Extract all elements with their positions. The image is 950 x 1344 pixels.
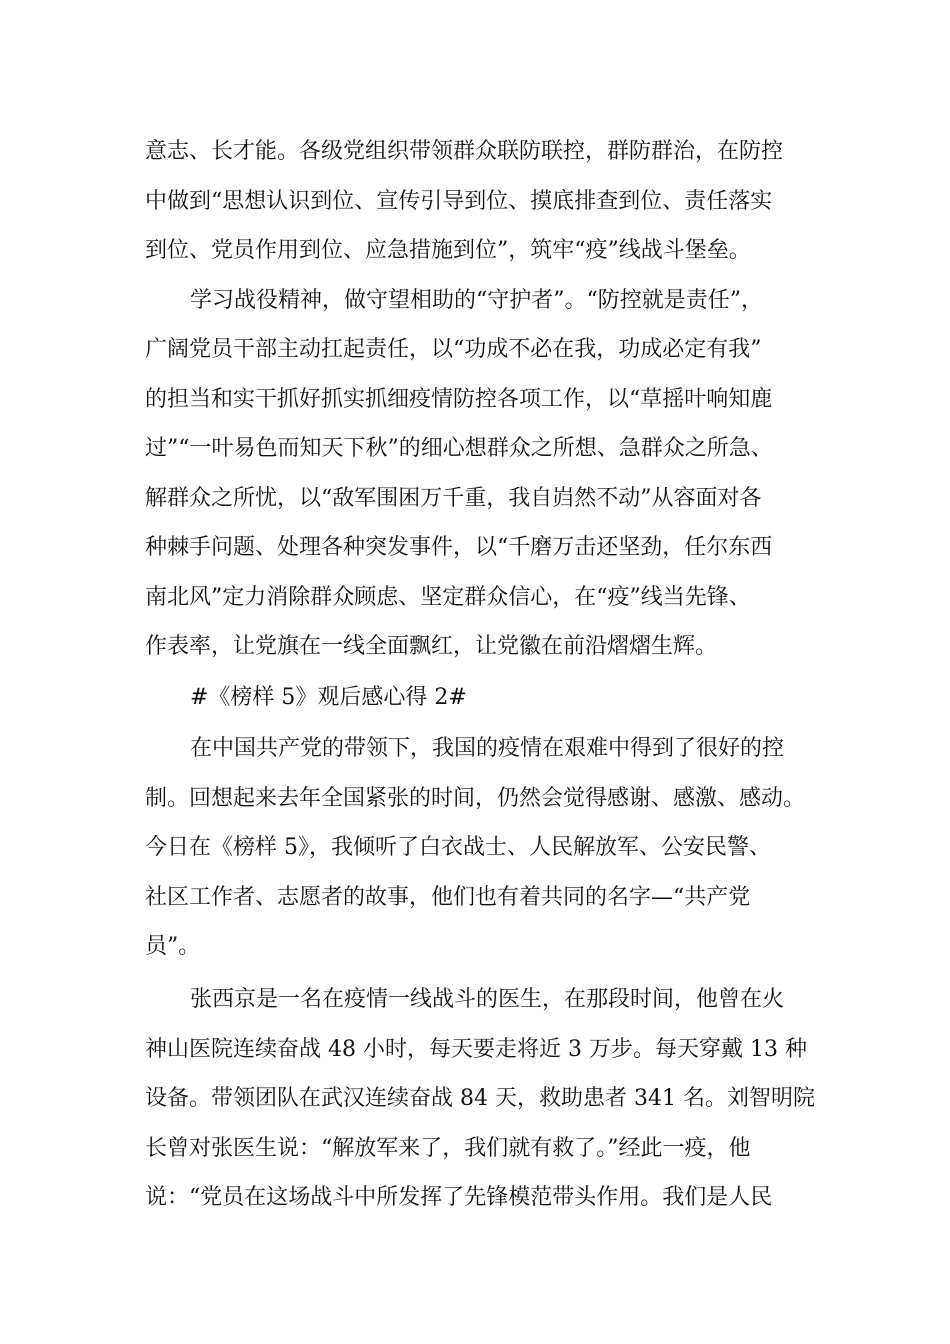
- paragraph-line: 解群众之所忧，以“敌军围困万千重，我自岿然不动”从容面对各: [145, 486, 762, 511]
- paragraph-line: 长曾对张医生说：“解放军来了，我们就有救了。”经此一疫，他: [145, 1136, 751, 1161]
- paragraph-line: 今日在《榜样 5》，我倾听了白衣战士、人民解放军、公安民警、: [145, 835, 771, 860]
- paragraph-line: 张西京是一名在疫情一线战斗的医生，在那段时间，他曾在火: [190, 987, 785, 1012]
- paragraph-line: 神山医院连续奋战 48 小时，每天要走将近 3 万步。每天穿戴 13 种: [145, 1037, 807, 1062]
- paragraph-line: 的担当和实干抓好抓实抓细疫情防控各项工作，以“草摇叶响知鹿: [145, 387, 773, 412]
- paragraph-line: 说：“党员在这场战斗中所发挥了先锋模范带头作用。我们是人民: [145, 1185, 773, 1210]
- paragraph-line: 在中国共产党的带领下，我国的疫情在艰难中得到了很好的控: [190, 736, 785, 761]
- paragraph-line: 过”“一叶易色而知天下秋”的细心想群众之所想、急群众之所急、: [145, 436, 773, 461]
- paragraph-line: 社区工作者、志愿者的故事，他们也有着共同的名字—“共产党: [145, 885, 751, 910]
- paragraph-line: 种棘手问题、处理各种突发事件，以“千磨万击还坚劲，任尔东西: [145, 535, 773, 560]
- section-heading: #《榜样 5》观后感心得 2#: [190, 685, 467, 710]
- paragraph-line: 作表率，让党旗在一线全面飘红，让党徽在前沿熠熠生辉。: [145, 634, 718, 659]
- paragraph-line: 制。回想起来去年全国紧张的时间，仍然会觉得感谢、感激、感动。: [145, 786, 806, 811]
- paragraph-line: 意志、长才能。各级党组织带领群众联防联控，群防群治，在防控: [145, 139, 784, 164]
- paragraph-line: 员”。: [145, 934, 201, 959]
- paragraph-line: 南北风”定力消除群众顾虑、坚定群众信心，在“疫”线当先锋、: [145, 585, 751, 610]
- paragraph-line: 设备。带领团队在武汉连续奋战 84 天，救助患者 341 名。刘智明院: [145, 1086, 815, 1111]
- paragraph-line: 到位、党员作用到位、应急措施到位”，筑牢“疫”线战斗堡垒。: [145, 238, 751, 263]
- paragraph-line: 学习战役精神，做守望相助的“守护者”。“防控就是责任”，: [190, 288, 763, 313]
- paragraph-line: 中做到“思想认识到位、宣传引导到位、摸底排查到位、责任落实: [145, 189, 773, 214]
- paragraph-line: 广阔党员干部主动扛起责任，以“功成不必在我，功成必定有我”: [145, 337, 762, 362]
